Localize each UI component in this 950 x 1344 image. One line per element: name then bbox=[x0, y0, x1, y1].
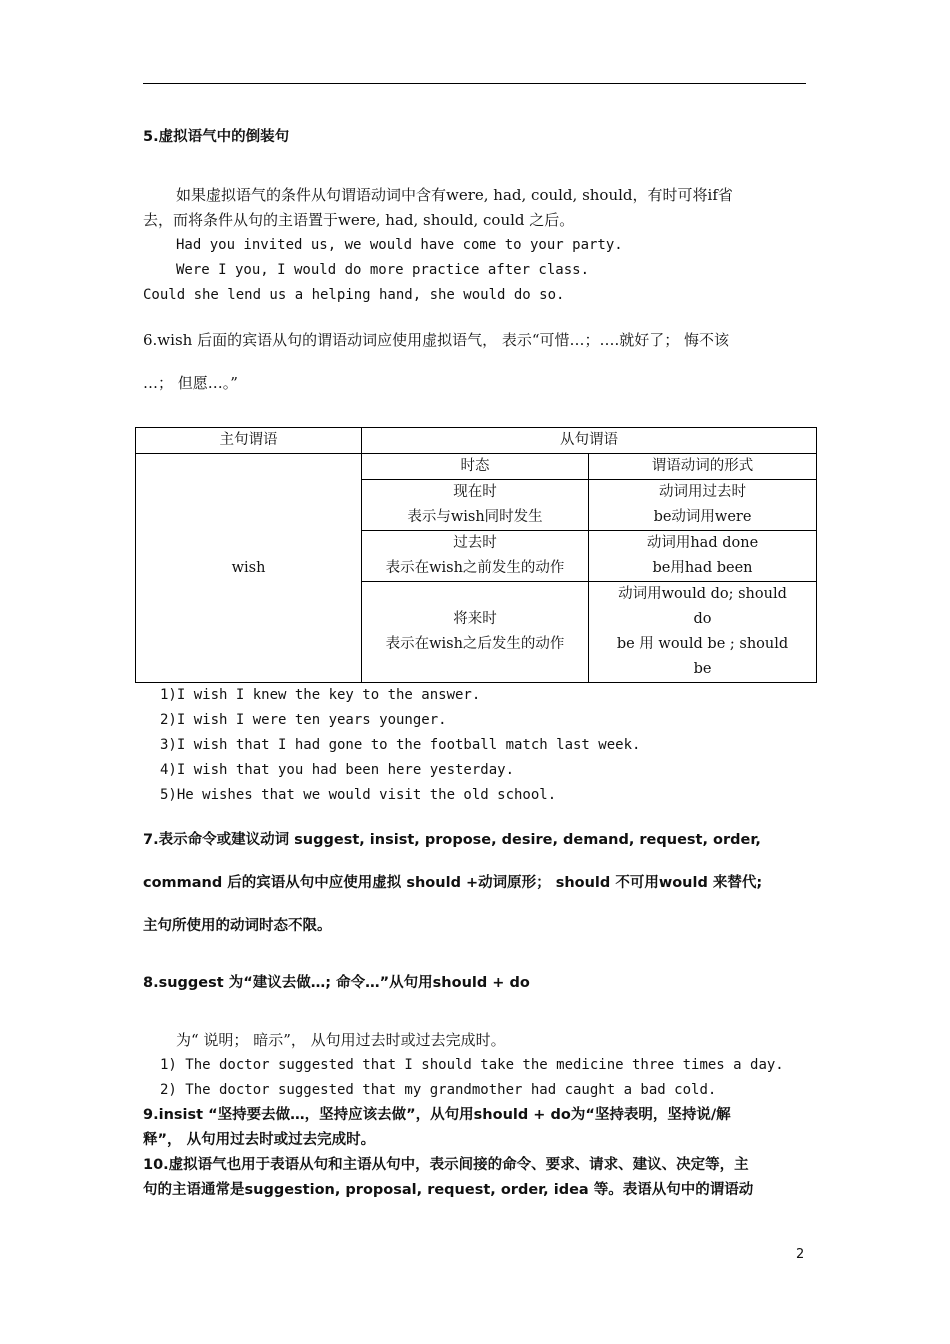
form-be-cont: be bbox=[693, 661, 712, 677]
section-7-line-3: 主句所使用的动词时态不限。 bbox=[143, 918, 332, 934]
wish-example-1: 1)I wish I knew the key to the answer. bbox=[160, 687, 481, 703]
section-8-example-1: 1) The doctor suggested that I should take the medicine three times a day. bbox=[160, 1057, 784, 1073]
form-be: be 用 would be ; should bbox=[616, 636, 789, 652]
section-7-line-2: command 后的宾语从句中应使用虚拟 should +动词原形； should 不可用would 来替代; bbox=[143, 875, 763, 891]
section-5-title: 5.虚拟语气中的倒装句 bbox=[143, 129, 290, 145]
form-verb-cont: do bbox=[693, 611, 712, 627]
header-subordinate-clause: 从句谓语 bbox=[362, 428, 817, 454]
form-verb: 动词用would do; should bbox=[618, 586, 787, 602]
wish-tense-table bbox=[135, 427, 817, 683]
section-5-example-1: Had you invited us, we would have come to your party. bbox=[176, 237, 623, 253]
section-5-para-line-1: 如果虚拟语气的条件从句谓语动词中含有were, had, could, should，有时可将if省 bbox=[176, 186, 733, 204]
tense-desc: 表示在wish之前发生的动作 bbox=[385, 560, 565, 576]
col-form-header: 谓语动词的形式 bbox=[589, 454, 817, 480]
header-rule bbox=[143, 83, 806, 84]
table-header-row bbox=[136, 428, 817, 454]
tense-cell bbox=[362, 480, 589, 531]
form-be: be动词用were bbox=[653, 509, 752, 525]
section-6-line-1: 6.wish 后面的宾语从句的谓语动词应使用虚拟语气， 表示“可惜…；….就好了； 悔不该 bbox=[143, 331, 730, 349]
section-9-line-2: 释”， 从句用过去时或过去完成时。 bbox=[143, 1132, 376, 1148]
section-7-line-1: 7.表示命令或建议动词 suggest, insist, propose, desire, demand, request, order, bbox=[143, 832, 761, 848]
section-10-line-1: 10.虚拟语气也用于表语从句和主语从句中，表示间接的命令、要求、请求、建议、决定等，主 bbox=[143, 1157, 749, 1173]
page-number: 2 bbox=[796, 1247, 805, 1262]
form-be: be用had been bbox=[652, 560, 753, 576]
col-tense-header: 时态 bbox=[362, 454, 589, 480]
wish-example-3: 3)I wish that I had gone to the football match last week. bbox=[160, 737, 641, 753]
form-verb: 动词用过去时 bbox=[659, 484, 746, 500]
tense-name: 将来时 bbox=[453, 611, 497, 627]
wish-example-2: 2)I wish I were ten years younger. bbox=[160, 712, 447, 728]
tense-desc: 表示在wish之后发生的动作 bbox=[385, 636, 565, 652]
wish-example-4: 4)I wish that you had been here yesterday. bbox=[160, 762, 515, 778]
form-cell bbox=[589, 582, 817, 683]
section-8-line-2: 为“ 说明； 暗示”， 从句用过去时或过去完成时。 bbox=[176, 1031, 506, 1049]
tense-desc: 表示与wish同时发生 bbox=[407, 509, 543, 525]
form-cell bbox=[589, 531, 817, 582]
tense-name: 现在时 bbox=[453, 484, 497, 500]
wish-example-5: 5)He wishes that we would visit the old school. bbox=[160, 787, 557, 803]
section-5-para-line-2: 去，而将条件从句的主语置于were, had, should, could 之后。 bbox=[143, 211, 575, 229]
section-8-example-2: 2) The doctor suggested that my grandmother had caught a bad cold. bbox=[160, 1082, 717, 1098]
section-5-example-2: Were I you, I would do more practice after class. bbox=[176, 262, 590, 278]
tense-name: 过去时 bbox=[453, 535, 497, 551]
section-9-line-1: 9.insist “坚持要去做…，坚持应该去做”，从句用should + do为“坚持表明，坚持说/解 bbox=[143, 1107, 731, 1123]
main-verb-cell: wish bbox=[136, 454, 362, 683]
tense-cell bbox=[362, 582, 589, 683]
section-8-title: 8.suggest 为“建议去做…; 命令…”从句用should + do bbox=[143, 975, 530, 991]
form-cell bbox=[589, 480, 817, 531]
section-10-line-2: 句的主语通常是suggestion, proposal, request, order, idea 等。表语从句中的谓语动 bbox=[143, 1182, 754, 1198]
header-main-clause: 主句谓语 bbox=[136, 428, 362, 454]
tense-cell bbox=[362, 531, 589, 582]
section-5-example-3: Could she lend us a helping hand, she would do so. bbox=[143, 287, 565, 303]
table-row bbox=[136, 454, 817, 480]
form-verb: 动词用had done bbox=[646, 535, 759, 551]
section-6-line-2: …； 但愿…。” bbox=[143, 374, 238, 392]
